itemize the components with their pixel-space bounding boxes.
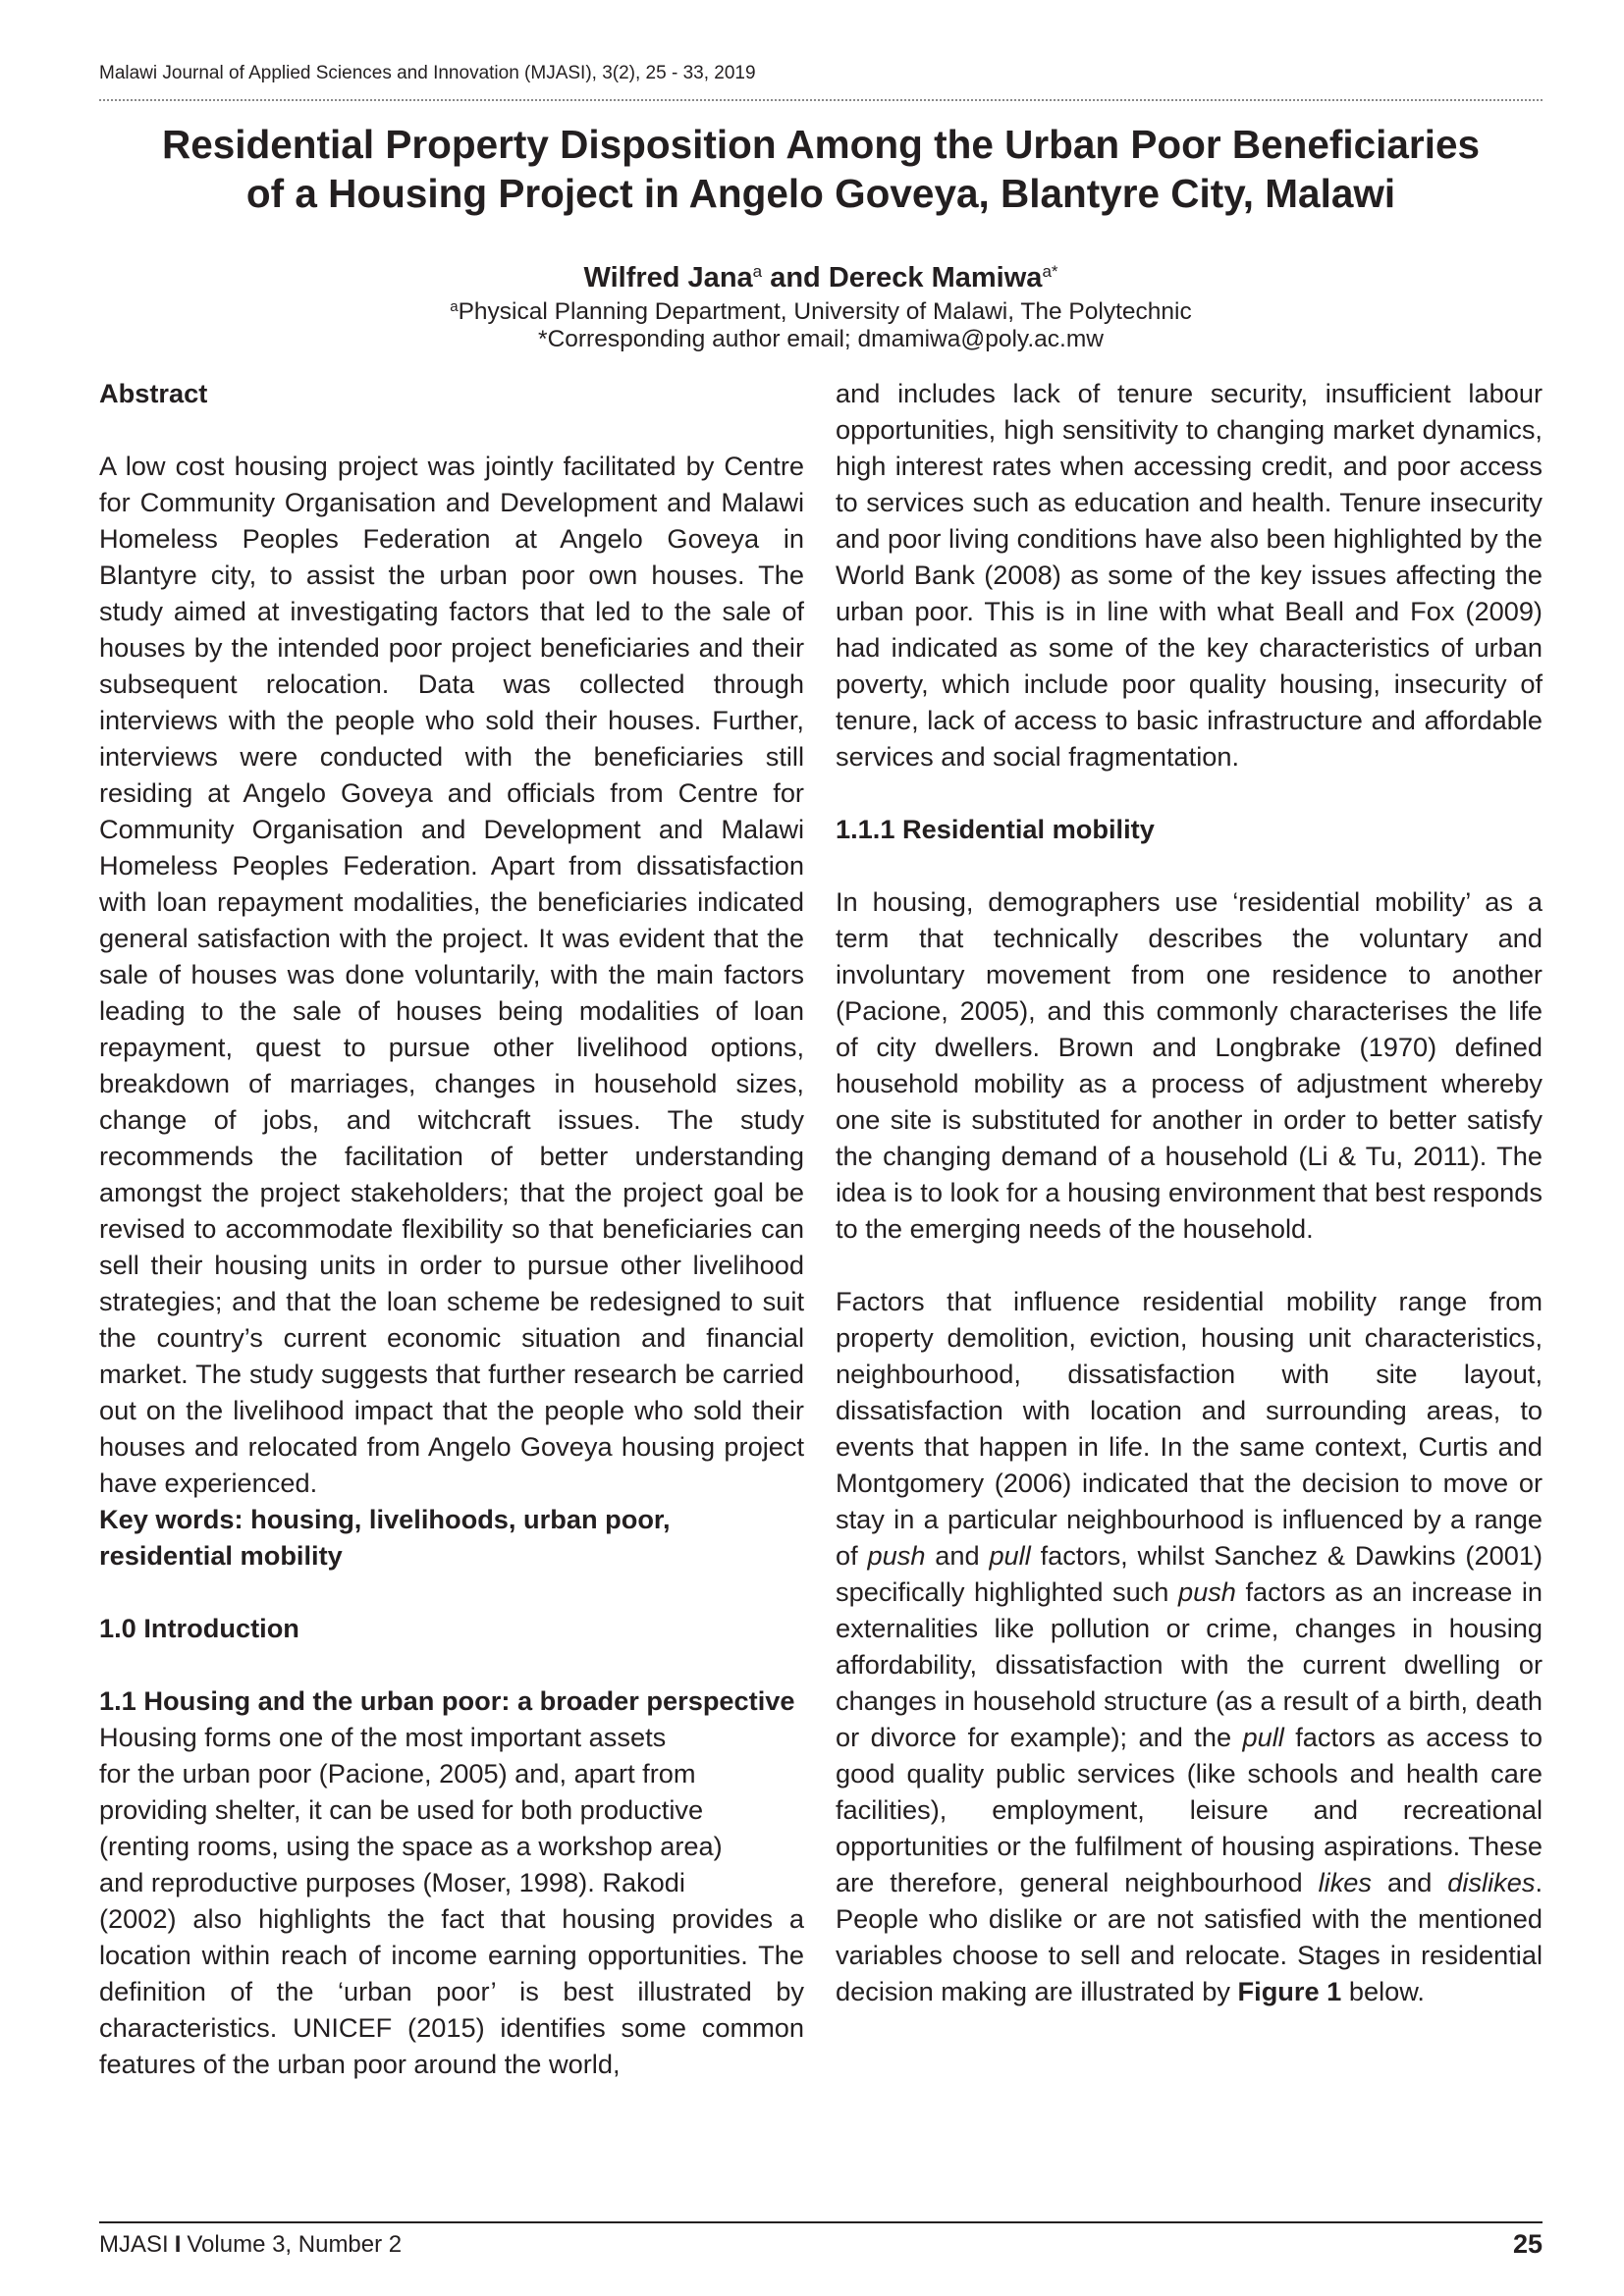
right-column xyxy=(836,375,1543,2009)
author-affiliation-mark: a* xyxy=(1042,262,1058,281)
paragraph-factors xyxy=(836,1283,1543,2009)
text-line: (renting rooms, using the space as a workshop area) xyxy=(99,1831,723,1861)
header-divider xyxy=(99,99,1543,101)
author-name: Dereck Mamiwa xyxy=(828,262,1043,294)
volume-issue: Volume 3, Number 2 xyxy=(187,2231,403,2258)
abstract-heading: Abstract xyxy=(99,378,208,408)
page-number: 25 xyxy=(1512,2229,1543,2259)
spacer xyxy=(836,774,1543,811)
emphasis: likes xyxy=(1318,1867,1372,1897)
keywords: Key words: housing, livelihoods, urban poor, residential mobility xyxy=(99,1504,671,1571)
affiliation-mark: a xyxy=(450,298,459,315)
text-line: for the urban poor (Pacione, 2005) and, apart from xyxy=(99,1758,696,1789)
text-run: factors as access to good quality public services (like schools and health care facilities), employment, leisure and recreational opportunities or the fulfilment of housing aspirations. These are therefore, general neighbourhood xyxy=(836,1722,1543,1897)
text-run: and xyxy=(1372,1867,1448,1897)
author-name: Wilfred Jana xyxy=(583,262,753,294)
author-conjunction: and xyxy=(762,262,829,294)
text-line: Housing forms one of the most important assets xyxy=(99,1722,667,1752)
affiliation xyxy=(99,293,1543,327)
affiliation-text: Physical Planning Department, University of Malawi, The Polytechnic xyxy=(458,298,1192,325)
spacer xyxy=(836,847,1543,883)
emphasis: dislikes xyxy=(1447,1867,1536,1897)
text-run: . People who dislike or are not satisfied with the mentioned variables choose to sell and relocate. Stages in residential decision making are illustrated by xyxy=(836,1867,1543,2006)
section-heading-introduction: 1.0 Introduction xyxy=(99,1613,299,1643)
abstract-text: A low cost housing project was jointly facilitated by Centre for Community Organisation and Development and Malawi Homeless Peoples Federation at Angelo Goveya in Blantyre city, to assist the urban poor own houses. The study aimed at investigating factors that led to the sale of houses by the intended poor project beneficiaries and their subsequent relocation. Data was collected through interviews with the people who sold their houses. Further, interviews were conducted with the beneficiaries still residing at Angelo Goveya and officials from Centre for Community Organisation and Development and Malawi Homeless Peoples Federation. Apart from dissatisfaction with loan repayment modalities, the beneficiaries indicated general satisfaction with the project. It was evident that the sale of houses was done voluntarily, with the main factors leading to the sale of houses being modalities of loan repayment, quest to pursue other livelihood options, breakdown of marriages, changes in household sizes, change of jobs, and witchcraft issues. The study recommends the facilitation of better understanding amongst the project stakeholders; that the project goal be revised to accommodate flexibility so that beneficiaries can sell their housing units in order to pursue other livelihood strategies; and that the loan scheme be redesigned to suit the country’s current economic situation and financial market. The study suggests that further research be carried out on the livelihood impact that the people who sold their houses and relocated from Angelo Goveya housing project have experienced. xyxy=(99,451,804,1498)
author-affiliation-mark: a xyxy=(752,262,763,281)
section-text: (2002) also highlights the fact that housing provides a location within reach of income earning opportunities. The definition of the ‘urban poor’ is best illustrated by characteristics. UNICEF (2015) identifies some common features of the urban poor around the world, xyxy=(99,1903,804,2079)
journal-header: Malawi Journal of Applied Sciences and Innovation (MJASI), 3(2), 25 - 33, 2019 xyxy=(99,63,756,83)
footer-divider xyxy=(99,2221,1543,2223)
spacer xyxy=(99,1574,804,1610)
footer-separator: I xyxy=(174,2231,182,2258)
journal-abbreviation: MJASI xyxy=(99,2231,169,2258)
emphasis: pull xyxy=(1242,1722,1284,1752)
author-list xyxy=(99,255,1543,294)
paragraph: and includes lack of tenure security, insufficient labour opportunities, high sensitivity to changing market dynamics, high interest rates when accessing credit, and poor access to services such as education and health. Tenure insecurity and poor living conditions have also been highlighted by the World Bank (2008) as some of the key issues affecting the urban poor. This is in line with what Beall and Fox (2009) had indicated as some of the key characteristics of urban poverty, which include poor quality housing, insecurity of tenure, lack of access to basic infrastructure and affordable services and social fragmentation. xyxy=(836,378,1543,772)
text-run: factors, whilst Sanchez & Dawkins (2001) specifically highlighted such xyxy=(836,1540,1543,1607)
emphasis: push xyxy=(1177,1576,1236,1607)
spacer xyxy=(99,1646,804,1682)
text-run: factors as an increase in externalities like pollution or crime, changes in housing affordability, dissatisfaction with the current dwelling or changes in household structure (as a result of a birth, death or divorce for example); and the xyxy=(836,1576,1543,1752)
emphasis: push xyxy=(867,1540,926,1571)
section-heading-housing: 1.1 Housing and the urban poor: a broader perspective xyxy=(99,1685,795,1716)
text-run: and xyxy=(925,1540,990,1571)
corresponding-author: *Corresponding author email; dmamiwa@poly.ac.mw xyxy=(538,326,1104,352)
text-line: providing shelter, it can be used for both productive xyxy=(99,1794,704,1825)
spacer xyxy=(836,1247,1543,1283)
spacer xyxy=(99,411,804,448)
paper-title xyxy=(99,120,1543,218)
left-column xyxy=(99,375,804,2082)
text-run: Factors that influence residential mobility range from property demolition, eviction, housing unit characteristics, neighbourhood, dissatisfaction with site layout, dissatisfaction with location and surrounding areas, to events that happen in life. In the same context, Curtis and Montgomery (2006) indicated that the decision to move or stay in a particular neighbourhood is influenced by a range of xyxy=(836,1286,1543,1571)
subsection-heading-residential-mobility: 1.1.1 Residential mobility xyxy=(836,814,1155,844)
text-line: and reproductive purposes (Moser, 1998). Rakodi xyxy=(99,1867,685,1897)
title-line-1: Residential Property Disposition Among the Urban Poor Beneficiaries xyxy=(162,122,1480,167)
title-line-2: of a Housing Project in Angelo Goveya, Blantyre City, Malawi xyxy=(245,171,1396,216)
text-run: below. xyxy=(1341,1976,1425,2006)
emphasis: pull xyxy=(989,1540,1031,1571)
paragraph: In housing, demographers use ‘residential mobility’ as a term that technically describes the voluntary and involuntary movement from one residence to another (Pacione, 2005), and this commonly characterises the life of city dwellers. Brown and Longbrake (1970) defined household mobility as a process of adjustment whereby one site is substituted for another in order to better satisfy the changing demand of a household (Li & Tu, 2011). The idea is to look for a housing environment that best responds to the emerging needs of the household. xyxy=(836,886,1543,1244)
figure-reference: Figure 1 xyxy=(1237,1976,1342,2006)
footer-journal-info xyxy=(99,2230,402,2260)
section-text-lines xyxy=(99,1719,804,1900)
